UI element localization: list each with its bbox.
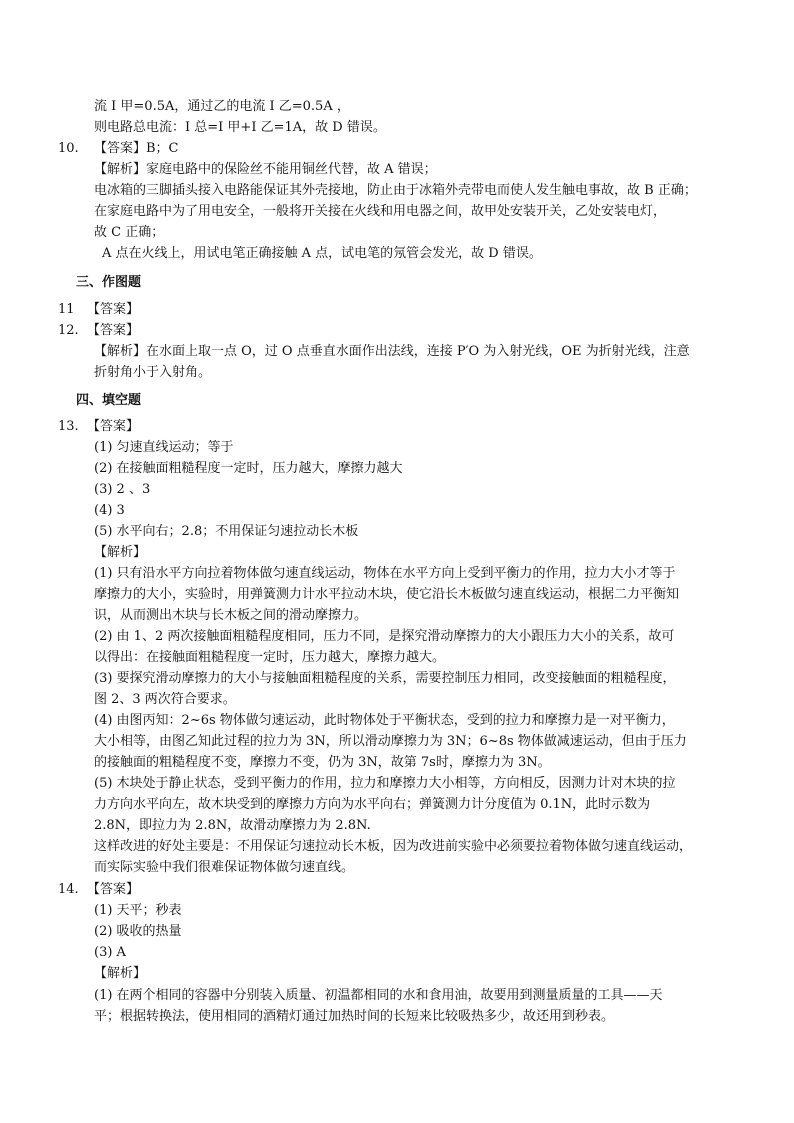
question-number: 11 — [58, 302, 75, 317]
question-number: 12. — [58, 323, 79, 338]
answer-row: (4) 3 — [94, 503, 125, 518]
analysis-line: 力方向水平向左，故木块受到的摩擦力方向为水平向右；弹簧测力计分度值为 0.1N，此时示数为 — [94, 797, 651, 812]
analysis-line: 以得出：在接触面粗糙程度一定时，压力越大，摩擦力越大。 — [94, 650, 446, 665]
analysis-line: A 点在火线上，用试电笔正确接触 A 点，试电笔的氖管会发光，故 D 错误。 — [102, 246, 542, 261]
analysis-line: 大小相等，由图乙知此过程的拉力为 3N，所以滑动摩擦力为 3N；6~8s 物体做减速运动，但由于压力 — [94, 734, 687, 749]
question-number: 10. — [58, 141, 79, 156]
answer-row: (2) 吸收的热量 — [94, 924, 182, 939]
answer-row: (2) 在接触面粗糙程度一定时，压力越大，摩擦力越大 — [94, 461, 403, 476]
analysis-line: (1) 只有沿水平方向拉着物体做匀速直线运动，物体在水平方向上受到平衡力的作用，拉力大小才等于 — [94, 566, 676, 581]
analysis-label: 【解析】 — [94, 545, 147, 560]
analysis-line: (1) 在两个相同的容器中分别装入质量、初温都相同的水和食用油，故要用到测量质量的工具——天 — [94, 988, 663, 1003]
analysis-line: (3) 要探究滑动摩擦力的大小与接触面粗糙程度的关系，需要控制压力相同，改变接触面的粗糙程度， — [94, 671, 676, 686]
section-heading: 四、填空题 — [76, 393, 142, 408]
analysis-line: 【解析】在水面上取一点 O，过 O 点垂直水面作出法线，连接 P′O 为入射光线，OE 为折射光线，注意 — [94, 344, 690, 359]
answer-row: (3) 2 、3 — [94, 482, 151, 497]
analysis-label: 【解析】 — [94, 966, 147, 981]
analysis-line: 2.8N，即拉力为 2.8N，故滑动摩擦力为 2.8N. — [94, 818, 371, 833]
question-number: 13. — [58, 419, 79, 434]
analysis-line: (2) 由 1、2 两次接触面粗糙程度相同，压力不同，是探究滑动摩擦力的大小跟压力大小的关系，故可 — [94, 629, 675, 644]
answer-label: 【答案】 — [87, 323, 140, 338]
section-heading: 三、作图题 — [76, 275, 142, 290]
analysis-line: 折射角小于入射角。 — [94, 365, 212, 380]
analysis-line: 的接触面的粗糙程度不变，摩擦力不变，仍为 3N，故第 7s时，摩擦力为 3N。 — [94, 755, 551, 770]
text-line: 则电路总电流：I 总=I 甲+I 乙=1A，故 D 错误。 — [94, 120, 386, 135]
analysis-line: 在家庭电路中为了用电安全，一般将开关接在火线和用电器之间，故甲处安装开关，乙处安装电灯， — [94, 204, 667, 219]
analysis-line: 识，从而测出木块与长木板之间的滑动摩擦力。 — [94, 608, 368, 623]
analysis-line: 故 C 正确； — [94, 225, 165, 240]
analysis-line: 而实际实验中我们很难保证物体做匀速直线。 — [94, 860, 355, 875]
answer-label: 【答案】 — [87, 882, 140, 897]
answer-label: 【答案】B；C — [94, 141, 179, 156]
text-line: 流 I 甲=0.5A，通过乙的电流 I 乙=0.5A ， — [94, 99, 350, 114]
question-number: 14. — [58, 882, 79, 897]
analysis-line: 【解析】家庭电路中的保险丝不能用铜丝代替，故 A 错误； — [94, 162, 437, 177]
analysis-line: 电冰箱的三脚插头接入电路能保证其外壳接地，防止由于冰箱外壳带电而使人发生触电事故，故 B 正确； — [94, 183, 697, 198]
answer-row: (1) 天平；秒表 — [94, 903, 182, 918]
analysis-line: (5) 木块处于静止状态，受到平衡力的作用，拉力和摩擦力大小相等，方向相反，因测力计对木块的拉 — [94, 776, 676, 791]
answer-label: 【答案】 — [87, 419, 140, 434]
answer-row: (3) A — [94, 945, 126, 960]
analysis-line: 图 2、3 两次符合要求。 — [94, 692, 236, 707]
analysis-line: 摩擦力的大小，实验时，用弹簧测力计水平拉动木块，使它沿长木板做匀速直线运动，根据二力平衡知 — [94, 587, 680, 602]
analysis-line: 这样改进的好处主要是：不用保证匀速拉动长木板，因为改进前实验中必须要拉着物体做匀速直线运动， — [94, 839, 693, 854]
answer-row: (1) 匀速直线运动；等于 — [94, 440, 234, 455]
answer-label: 【答案】 — [87, 302, 140, 317]
analysis-line: (4) 由图丙知：2~6s 物体做匀速运动，此时物体处于平衡状态，受到的拉力和摩擦力是一对平衡力， — [94, 713, 675, 728]
analysis-line: 平；根据转换法，使用相同的酒精灯通过加热时间的长短来比较吸热多少，故还用到秒表。 — [94, 1009, 615, 1024]
answer-row: (5) 水平向右；2.8；不用保证匀速拉动长木板 — [94, 524, 359, 539]
